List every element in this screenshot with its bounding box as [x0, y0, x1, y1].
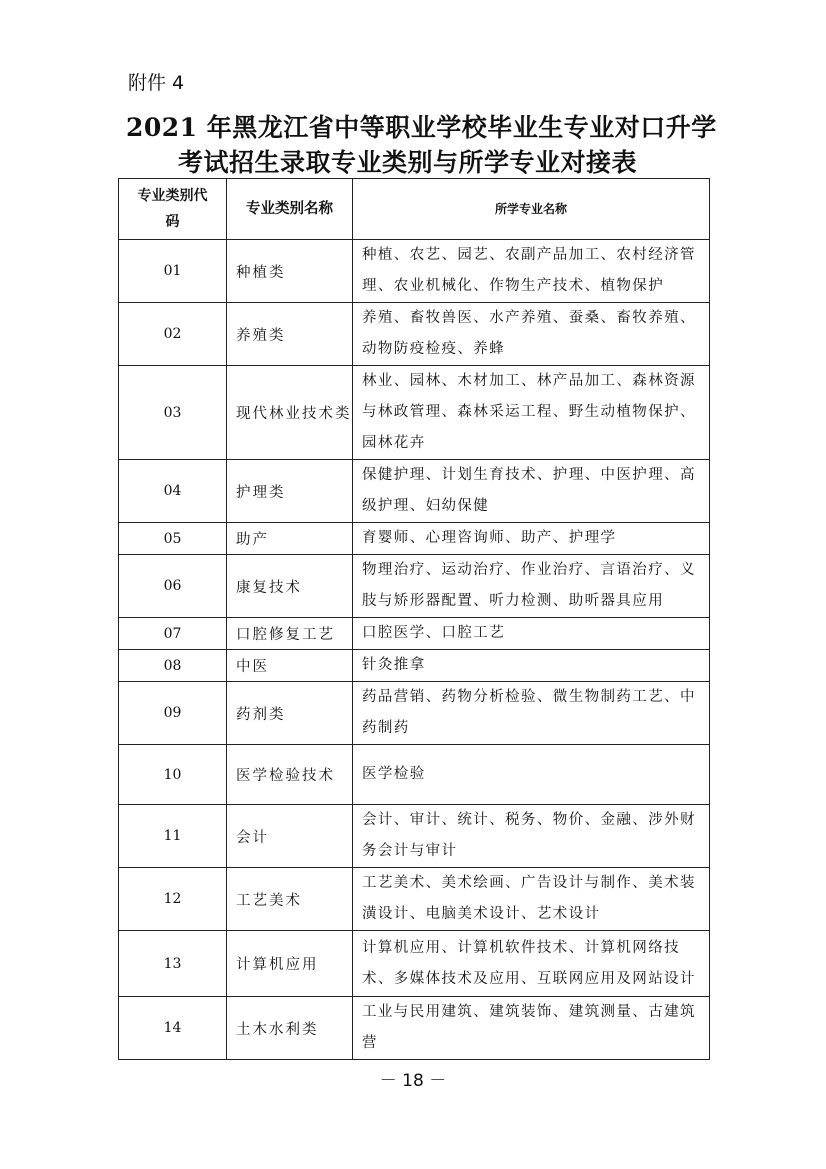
header-category: 专业类别名称 — [227, 179, 353, 240]
row-category: 医学检验技术 — [227, 745, 353, 805]
row-category: 养殖类 — [227, 303, 353, 366]
row-code: 02 — [119, 303, 227, 366]
row-category: 土木水利类 — [227, 997, 353, 1060]
table-row — [119, 650, 710, 682]
row-code: 13 — [119, 931, 227, 997]
row-code: 07 — [119, 618, 227, 650]
row-majors: 口腔医学、口腔工艺 — [353, 618, 710, 650]
table-row — [119, 460, 710, 523]
table-row — [119, 555, 710, 618]
table-row — [119, 303, 710, 366]
row-majors: 计算机应用、计算机软件技术、计算机网络技术、多媒体技术及应用、互联网应用及网站设计 — [353, 931, 710, 997]
row-code: 06 — [119, 555, 227, 618]
table-row — [119, 868, 710, 931]
row-code: 01 — [119, 240, 227, 303]
row-code: 10 — [119, 745, 227, 805]
row-category: 种植类 — [227, 240, 353, 303]
table-row — [119, 523, 710, 555]
row-category: 计算机应用 — [227, 931, 353, 997]
row-code: 12 — [119, 868, 227, 931]
row-majors: 工艺美术、美术绘画、广告设计与制作、美术装潢设计、电脑美术设计、艺术设计 — [353, 868, 710, 931]
table-row — [119, 366, 710, 460]
row-code: 03 — [119, 366, 227, 460]
row-category: 药剂类 — [227, 682, 353, 745]
row-majors: 育婴师、心理咨询师、助产、护理学 — [353, 523, 710, 555]
document-title-line-1: 2021 年黑龙江省中等职业学校毕业生专业对口升学 — [126, 113, 717, 142]
row-majors: 会计、审计、统计、税务、物价、金融、涉外财务会计与审计 — [353, 805, 710, 868]
attachment-label: 附件 4 — [128, 72, 185, 94]
table-row — [119, 745, 710, 805]
major-mapping-table — [118, 178, 710, 1060]
row-majors: 工业与民用建筑、建筑装饰、建筑测量、古建筑营 — [353, 997, 710, 1060]
table-row — [119, 682, 710, 745]
row-code: 11 — [119, 805, 227, 868]
table-row — [119, 931, 710, 997]
row-code: 05 — [119, 523, 227, 555]
table-row — [119, 997, 710, 1060]
row-code: 09 — [119, 682, 227, 745]
row-code: 14 — [119, 997, 227, 1060]
row-category: 口腔修复工艺 — [227, 618, 353, 650]
row-category: 康复技术 — [227, 555, 353, 618]
row-majors: 医学检验 — [353, 745, 710, 805]
row-category: 中医 — [227, 650, 353, 682]
page-number: － 18 － — [379, 1071, 447, 1091]
document-title-line-2: 考试招生录取专业类别与所学专业对接表 — [178, 148, 638, 177]
row-code: 04 — [119, 460, 227, 523]
row-majors: 针灸推拿 — [353, 650, 710, 682]
row-category: 工艺美术 — [227, 868, 353, 931]
row-category: 助产 — [227, 523, 353, 555]
row-majors: 种植、农艺、园艺、农副产品加工、农村经济管理、农业机械化、作物生产技术、植物保护 — [353, 240, 710, 303]
table-row — [119, 805, 710, 868]
table-row — [119, 240, 710, 303]
row-majors: 物理治疗、运动治疗、作业治疗、言语治疗、义肢与矫形器配置、听力检测、助听器具应用 — [353, 555, 710, 618]
row-code: 08 — [119, 650, 227, 682]
row-majors: 林业、园林、木材加工、林产品加工、森林资源与林政管理、森林采运工程、野生动植物保护、园林花卉 — [353, 366, 710, 460]
table-header-row — [119, 179, 710, 240]
row-category: 现代林业技术类 — [227, 366, 353, 460]
table-row — [119, 618, 710, 650]
row-category: 护理类 — [227, 460, 353, 523]
header-code: 专业类别代码 — [119, 179, 227, 240]
row-majors: 药品营销、药物分析检验、微生物制药工艺、中药制药 — [353, 682, 710, 745]
header-majors: 所学专业名称 — [353, 179, 710, 240]
row-category: 会计 — [227, 805, 353, 868]
row-majors: 养殖、畜牧兽医、水产养殖、蚕桑、畜牧养殖、动物防疫检疫、养蜂 — [353, 303, 710, 366]
row-majors: 保健护理、计划生育技术、护理、中医护理、高级护理、妇幼保健 — [353, 460, 710, 523]
